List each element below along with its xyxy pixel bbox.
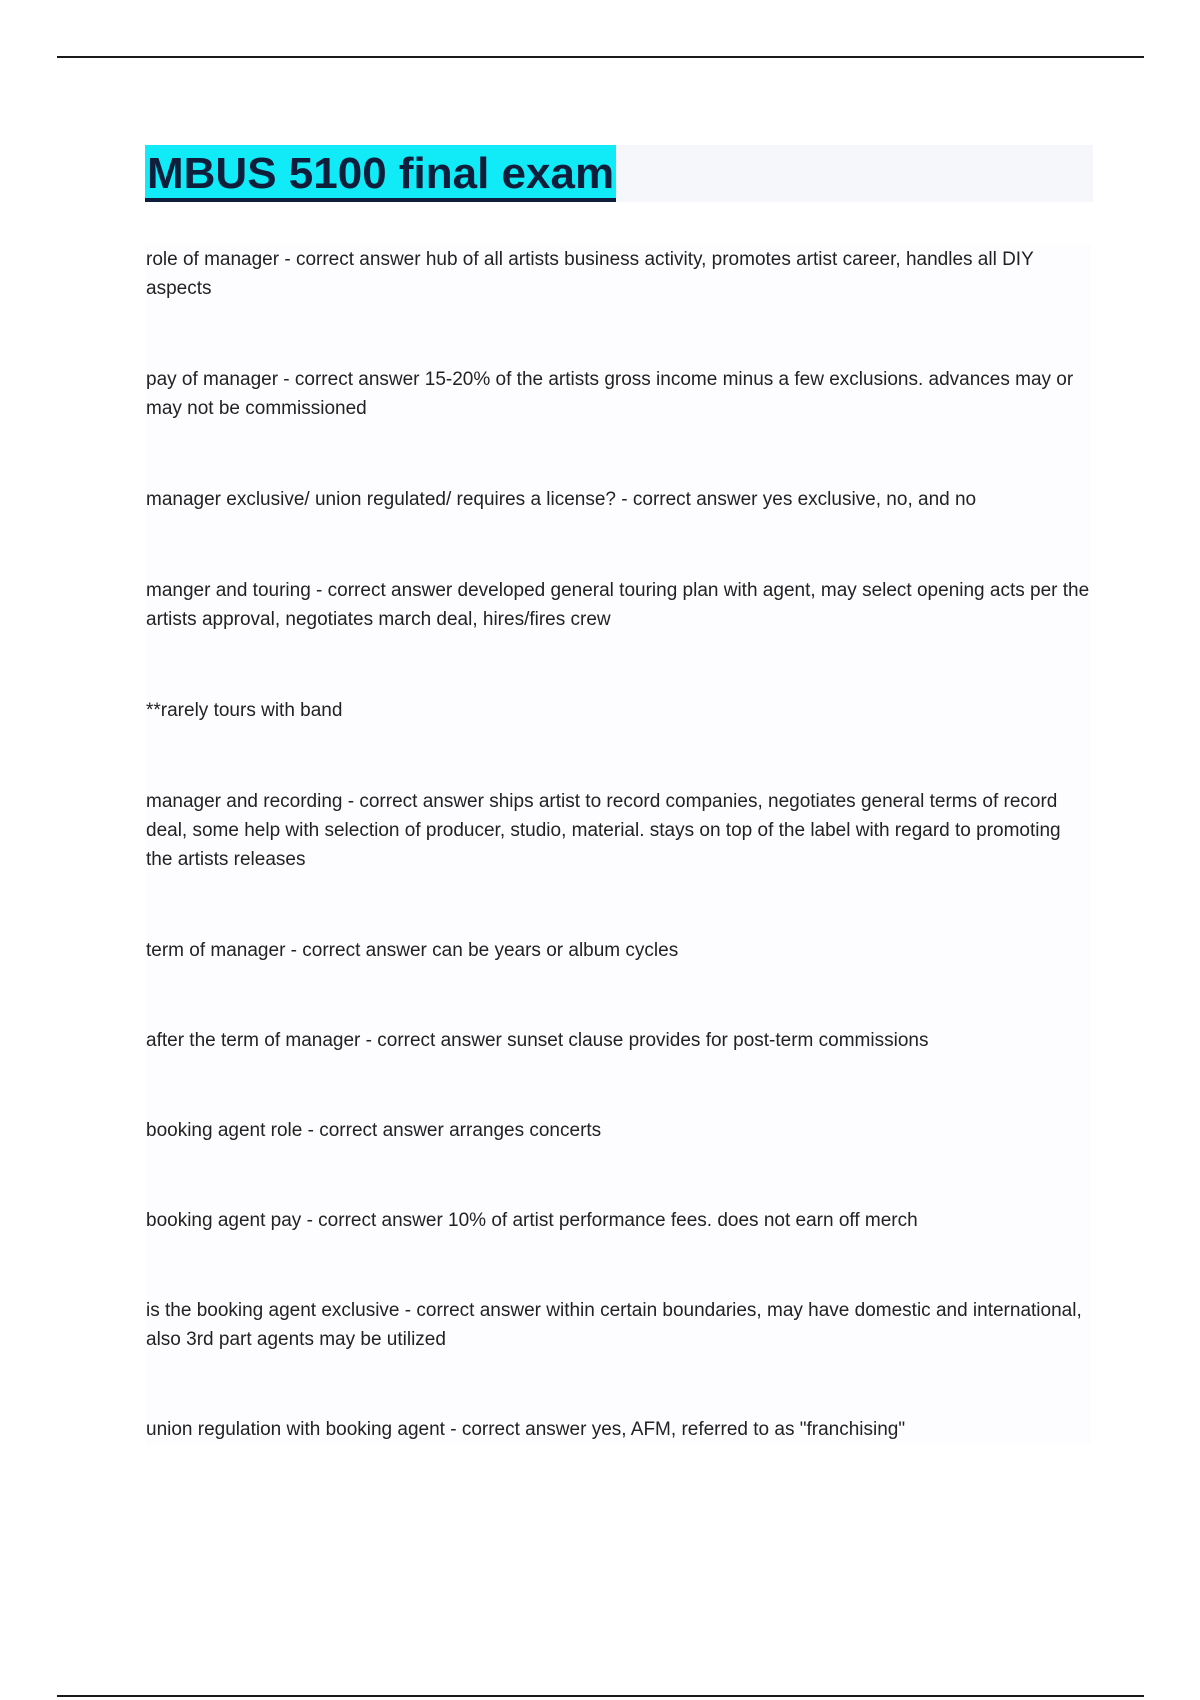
qa-entry: manager and recording - correct answer ships artist to record companies, negotiates general terms of record deal, some help with selection of producer, studio, material. stays on top of the label with regard to promoting the artists releases — [146, 791, 1061, 870]
qa-list — [146, 245, 1091, 1444]
top-rule — [57, 56, 1144, 58]
qa-entry: after the term of manager - correct answer sunset clause provides for post-term commissions — [146, 1030, 929, 1051]
qa-entry: booking agent pay - correct answer 10% of artist performance fees. does not earn off merch — [146, 1210, 918, 1231]
qa-entry: booking agent role - correct answer arranges concerts — [146, 1120, 602, 1141]
qa-entry: is the booking agent exclusive - correct answer within certain boundaries, may have domestic and international, also 3rd part agents may be utilized — [146, 1300, 1082, 1350]
qa-entry: manger and touring - correct answer developed general touring plan with agent, may select opening acts per the artists approval, negotiates march deal, hires/fires crew — [146, 580, 1090, 630]
qa-entry: role of manager - correct answer hub of all artists business activity, promotes artist career, handles all DIY aspects — [146, 249, 1034, 299]
qa-entry: **rarely tours with band — [146, 700, 343, 721]
qa-entry: pay of manager - correct answer 15-20% of the artists gross income minus a few exclusions. advances may or may not be commissioned — [146, 369, 1074, 419]
qa-entry: union regulation with booking agent - correct answer yes, AFM, referred to as "franchising" — [146, 1419, 906, 1440]
qa-entry: term of manager - correct answer can be years or album cycles — [146, 940, 679, 961]
bottom-rule — [57, 1695, 1144, 1697]
document-title: MBUS 5100 final exam — [145, 145, 616, 202]
qa-entry: manager exclusive/ union regulated/ requires a license? - correct answer yes exclusive, no, and no — [146, 489, 977, 510]
